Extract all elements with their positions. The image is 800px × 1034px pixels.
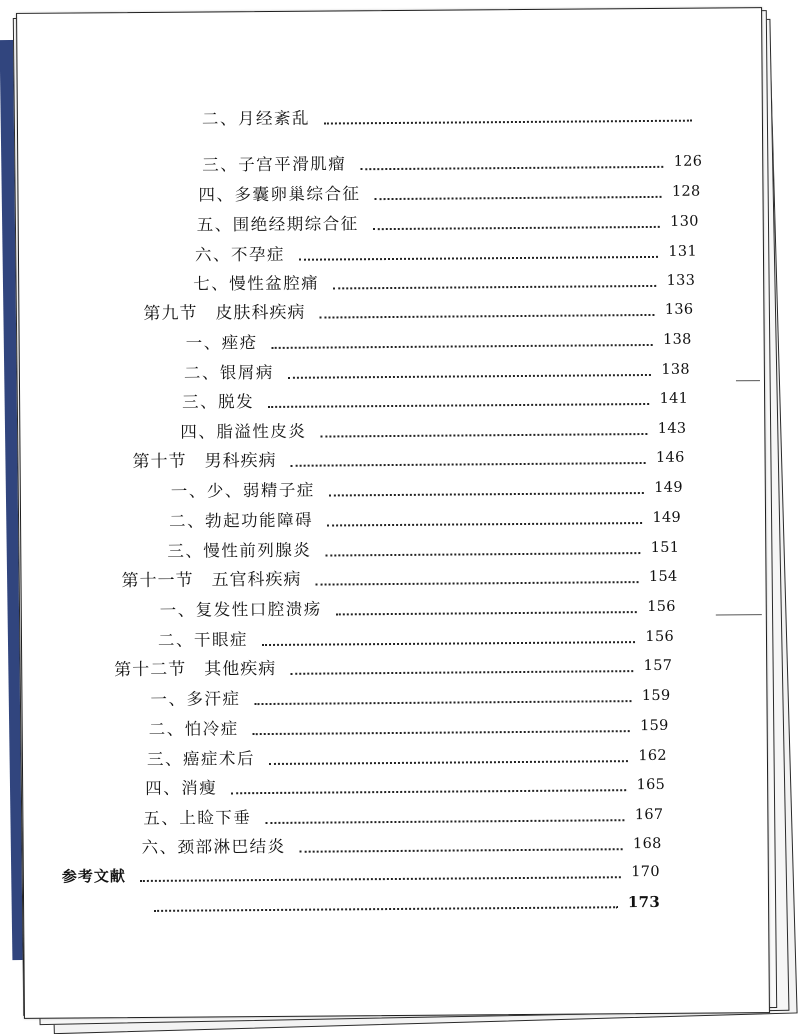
toc-entry-title: 六、颈部淋巴结炎 — [141, 836, 286, 857]
toc-entry-title: 二、勃起功能障碍 — [168, 510, 314, 531]
toc-entry[interactable] — [160, 590, 676, 620]
dot-leader — [288, 374, 651, 379]
dot-leader — [140, 876, 621, 882]
dot-leader — [272, 344, 653, 349]
toc-entry-page: 167 — [634, 806, 664, 824]
toc-entry-page: 173 — [627, 892, 661, 912]
toc-entry-title: 六、不孕症 — [194, 244, 286, 265]
toc-entry[interactable] — [147, 739, 667, 769]
dot-leader — [375, 196, 662, 200]
toc-entry[interactable] — [184, 353, 690, 383]
dot-leader — [336, 611, 637, 615]
dot-leader — [254, 700, 631, 705]
toc-entry[interactable] — [171, 471, 683, 501]
references-title: 参考文献 — [61, 867, 126, 886]
toc-section[interactable] — [121, 560, 677, 590]
toc-entry-title: 一、少、弱精子症 — [170, 480, 315, 501]
dot-leader — [333, 285, 656, 290]
dot-leader — [373, 226, 660, 230]
toc-entry-page: 141 — [659, 390, 689, 407]
page-margin-mark — [716, 614, 762, 615]
toc-section[interactable] — [132, 441, 684, 471]
toc-entry-page: 156 — [645, 628, 675, 646]
page-margin-mark — [736, 380, 760, 381]
toc-entry-title: 二、月经紊乱 — [201, 108, 310, 129]
section-title: 皮肤科疾病 — [215, 302, 306, 324]
toc-entry[interactable] — [195, 235, 697, 265]
toc-entry-page: 159 — [641, 687, 671, 705]
section-number: 第十节 — [132, 451, 187, 473]
toc-entry[interactable] — [150, 679, 670, 709]
section-title: 男科疾病 — [204, 450, 277, 472]
toc-entry-page: 130 — [670, 213, 699, 230]
dot-leader — [268, 403, 649, 408]
toc-entry-title: 四、消瘦 — [145, 778, 218, 798]
toc-entry[interactable] — [169, 501, 681, 531]
dot-leader — [319, 314, 654, 319]
dot-leader — [154, 906, 618, 912]
section-number: 第九节 — [143, 303, 198, 324]
dot-leader — [324, 120, 692, 125]
dot-leader — [262, 641, 635, 646]
toc-entry-page: 168 — [632, 835, 662, 853]
toc-entry-page: 128 — [671, 183, 701, 200]
toc-entry-page: 154 — [648, 568, 678, 585]
dot-leader — [231, 789, 626, 794]
toc-entry-page: 170 — [631, 863, 660, 881]
toc-entry[interactable] — [186, 323, 692, 353]
toc-entry[interactable] — [198, 175, 700, 205]
toc-final-entry[interactable] — [140, 885, 660, 915]
toc-entry-page: 143 — [657, 420, 687, 437]
toc-entry[interactable] — [167, 531, 679, 561]
toc-entry-title: 三、脱发 — [182, 392, 255, 412]
toc-entry[interactable] — [141, 827, 661, 857]
toc-entry-title: 一、痤疮 — [185, 333, 258, 353]
dot-leader — [253, 730, 630, 735]
toc-entry-page: 136 — [664, 301, 694, 318]
dot-leader — [360, 166, 663, 170]
toc-page — [16, 7, 770, 1019]
toc-entry-title: 七、慢性盆腔痛 — [193, 273, 320, 294]
toc-entry-page: 146 — [655, 449, 685, 466]
dot-leader — [299, 256, 658, 261]
toc-entry-title: 四、多囊卵巢综合征 — [198, 184, 361, 205]
toc-entry[interactable] — [145, 768, 665, 798]
toc-entry-page: 162 — [638, 747, 667, 765]
dot-leader — [316, 581, 639, 586]
toc-references[interactable] — [62, 855, 660, 886]
toc-entry-title: 二、干眼症 — [157, 630, 249, 650]
toc-entry-page: 126 — [673, 153, 703, 170]
toc-entry-title: 五、围绝经期综合征 — [196, 214, 359, 235]
toc-entry-page: 133 — [666, 272, 696, 289]
toc-entry-page: 149 — [654, 479, 683, 496]
dot-leader — [269, 760, 628, 765]
toc-entry-page: 131 — [668, 243, 698, 260]
toc-entry[interactable] — [197, 205, 699, 235]
toc-entry[interactable] — [193, 264, 695, 294]
toc-entry-title: 一、复发性口腔溃疡 — [159, 599, 322, 620]
dot-leader — [320, 433, 647, 438]
dot-leader — [327, 522, 642, 526]
toc-entry[interactable] — [143, 798, 663, 828]
toc-entry-title: 一、多汗症 — [150, 689, 241, 709]
toc-entry-page: 159 — [640, 717, 669, 735]
section-number: 第十二节 — [114, 659, 187, 681]
toc-entry-title: 四、脂溢性皮炎 — [180, 421, 307, 442]
toc-entry-page: 149 — [652, 509, 682, 526]
toc-entry-page: 157 — [643, 657, 673, 675]
section-number: 第十一节 — [121, 570, 194, 592]
section-title: 其他疾病 — [204, 658, 277, 680]
toc-entry-title: 二、怕冷症 — [148, 719, 239, 739]
toc-entry-title: 三、癌症术后 — [146, 749, 255, 769]
section-title: 五官科疾病 — [211, 569, 302, 591]
toc-entry-title: 五、上睑下垂 — [143, 808, 252, 828]
toc-section[interactable] — [143, 293, 693, 323]
toc-entry-page: 138 — [663, 331, 692, 348]
toc-entry[interactable] — [158, 620, 674, 650]
toc-entry-title: 二、银屑病 — [183, 362, 274, 383]
toc-entry-page: 151 — [650, 539, 680, 556]
dot-leader — [329, 492, 644, 496]
dot-leader — [325, 552, 640, 556]
toc-entry[interactable] — [182, 382, 688, 412]
dot-leader — [265, 819, 624, 824]
toc-section[interactable] — [114, 649, 672, 679]
toc-entry[interactable] — [180, 412, 686, 442]
dot-leader — [290, 670, 633, 675]
dot-leader — [300, 848, 623, 853]
toc-entry[interactable] — [149, 709, 669, 739]
dot-leader — [291, 462, 646, 467]
toc-entry-page: 138 — [661, 361, 690, 378]
toc-entry-title: 三、子宫平滑肌瘤 — [202, 154, 347, 175]
toc-entry[interactable] — [202, 99, 702, 129]
toc-entry[interactable] — [202, 145, 702, 175]
toc-entry-page: 156 — [647, 598, 676, 616]
toc-entry-title: 三、慢性前列腺炎 — [167, 540, 312, 561]
toc-entry-page: 165 — [636, 776, 666, 794]
